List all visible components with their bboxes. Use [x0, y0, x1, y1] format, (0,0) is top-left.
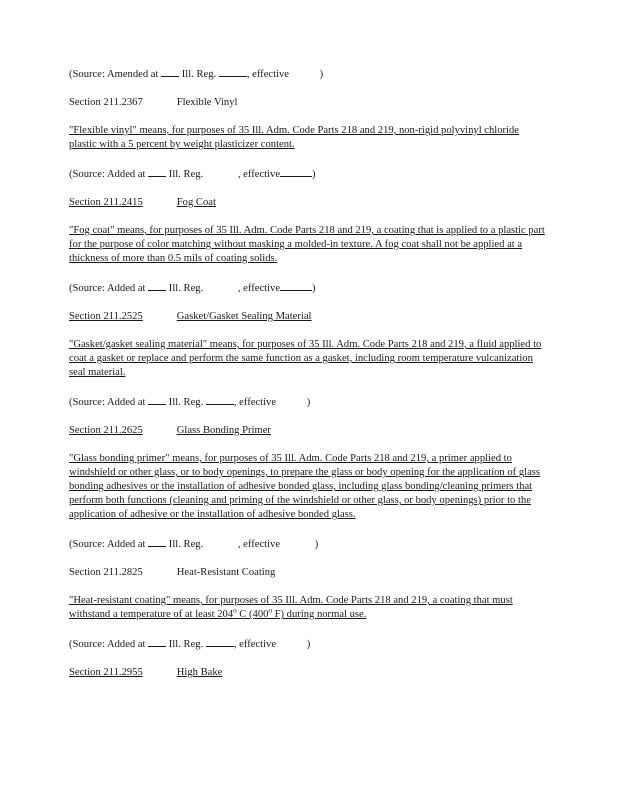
page-blank [206, 536, 238, 547]
section-heading [69, 96, 549, 110]
source-prefix: (Source: Added at [69, 169, 149, 180]
source-close: ) [312, 283, 316, 294]
source-prefix: (Source: Added at [69, 539, 149, 550]
source-note [69, 280, 549, 296]
source-prefix: (Source: Added at [69, 283, 149, 294]
definition-paragraph [69, 594, 549, 622]
source-note [69, 636, 549, 652]
section-title: Heat-Resistant Coating [176, 567, 276, 578]
volume-blank [161, 66, 179, 77]
volume-blank [148, 536, 166, 547]
regulation-page [69, 66, 549, 680]
page-blank [219, 66, 247, 77]
source-prefix: (Source: Amended at [69, 69, 162, 80]
section-heading [69, 196, 549, 210]
source-prefix: (Source: Added at [69, 639, 149, 650]
section-title: Fog Coat [176, 197, 216, 208]
volume-blank [148, 394, 166, 405]
source-effective: , effective [233, 397, 279, 408]
date-blank [279, 394, 307, 405]
volume-blank [148, 636, 166, 647]
source-effective: , effective [246, 69, 292, 80]
source-note [69, 536, 549, 552]
definition-paragraph: "Fog coat" means, for purposes of 35 Ill. Adm. Code Parts 218 and 219, a coating that is applied to a plastic part for the purpose of color matching without masking a molded-in texture. A fog coat shall not be applied at a thickness of more than 0.5 mils of coating solids. [69, 225, 545, 264]
definition-text: F) during normal use. [271, 609, 367, 620]
definition-paragraph: "Flexible vinyl" means, for purposes of 35 Ill. Adm. Code Parts 218 and 219, non-rigid polyvinyl chloride plastic with a 5 percent by weight plasticizer content. [69, 125, 520, 150]
definition-paragraph: "Gasket/gasket sealing material" means, for purposes of 35 Ill. Adm. Code Parts 218 and 219, a fluid applied to coat a gasket or replace and perform the same function as a gasket, including room temperature vulcanization seal material. [69, 339, 542, 378]
source-close: ) [314, 539, 319, 550]
source-close: ) [306, 639, 311, 650]
section-number: Section 211.2955 [69, 667, 143, 678]
section-heading [69, 666, 549, 680]
section-number: Section 211.2525 [69, 311, 143, 322]
source-ill-reg: Ill. Reg. [166, 169, 206, 180]
degree-symbol: o [268, 606, 272, 615]
page-blank [206, 394, 234, 405]
section-title: Flexible Vinyl [176, 97, 238, 108]
date-blank [280, 280, 312, 291]
section-title: Gasket/Gasket Sealing Material [176, 311, 312, 322]
volume-blank [148, 166, 166, 177]
source-close: ) [319, 69, 324, 80]
source-ill-reg: Ill. Reg. [179, 69, 219, 80]
page-blank [206, 280, 238, 291]
section-heading [69, 424, 549, 438]
source-prefix: (Source: Added at [69, 397, 149, 408]
section-heading [69, 310, 549, 324]
section-title: Glass Bonding Primer [176, 425, 271, 436]
source-effective: , effective [237, 283, 281, 294]
degree-symbol: o [233, 606, 237, 615]
page-blank [206, 166, 238, 177]
section-number: Section 211.2415 [69, 197, 143, 208]
source-close: ) [312, 169, 316, 180]
source-effective: , effective [237, 169, 281, 180]
date-blank [279, 636, 307, 647]
source-note [69, 166, 549, 182]
source-close: ) [306, 397, 311, 408]
source-note [69, 394, 549, 410]
section-heading [69, 566, 549, 580]
date-blank [292, 66, 320, 77]
source-effective: , effective [233, 639, 279, 650]
section-title: High Bake [176, 667, 223, 678]
definition-text: C (400 [236, 609, 269, 620]
definition-paragraph: "Glass bonding primer" means, for purposes of 35 Ill. Adm. Code Parts 218 and 219, a primer applied to windshield or other glass, or to body openings, to prepare the glass or body opening for the application of glass bonding adhesives or the installation of adhesive bonded glass, including glass bonding/cleaning primers that perform both functions (cleaning and priming of the windshield or other glass, or body openings) prior to the application of adhesive or the installation of adhesive bonded glass. [69, 453, 541, 520]
volume-blank [148, 280, 166, 291]
source-effective: , effective [237, 539, 283, 550]
source-ill-reg: Ill. Reg. [166, 397, 206, 408]
definition-text: "Heat-resistant coating" means, for purposes of 35 Ill. Adm. Code Parts 218 and 219, a coating that must withstand a temperature of at least 204 [69, 595, 513, 620]
section-number: Section 211.2367 [69, 97, 143, 108]
source-ill-reg: Ill. Reg. [166, 639, 206, 650]
date-blank [280, 166, 312, 177]
source-ill-reg: Ill. Reg. [166, 539, 206, 550]
source-ill-reg: Ill. Reg. [166, 283, 206, 294]
section-number: Section 211.2825 [69, 567, 143, 578]
source-note-amended [69, 66, 549, 82]
date-blank [283, 536, 315, 547]
section-number: Section 211.2625 [69, 425, 143, 436]
page-blank [206, 636, 234, 647]
